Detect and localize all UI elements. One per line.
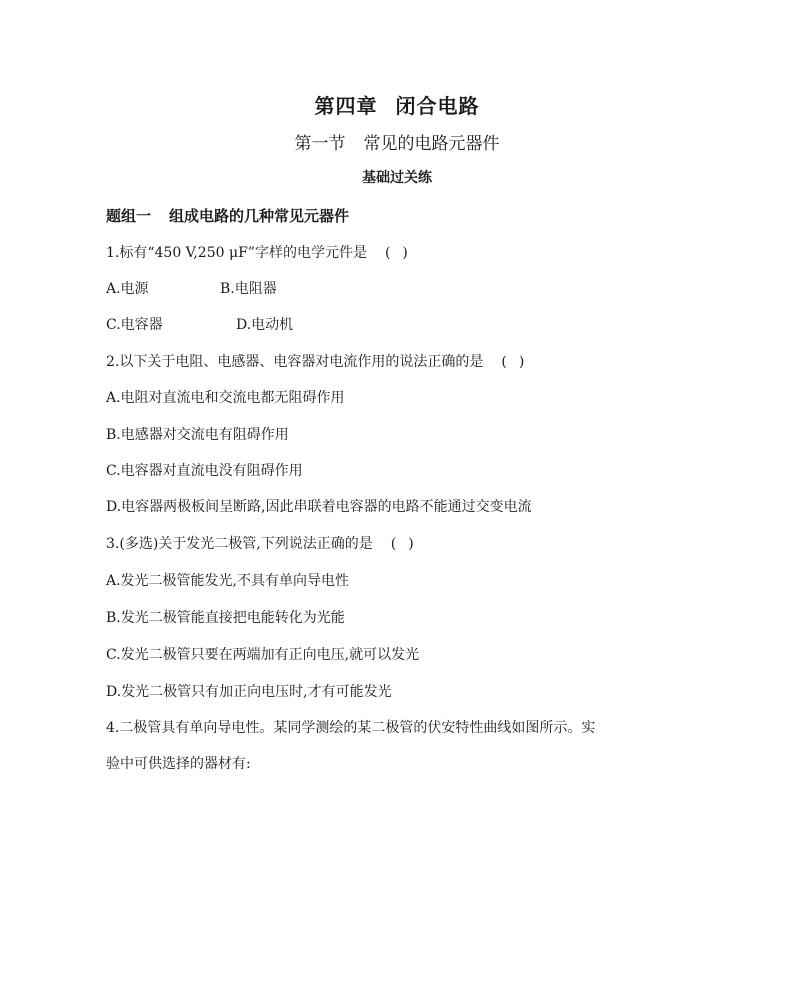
chapter-title bbox=[0, 90, 794, 119]
answer-parentheses: () bbox=[390, 536, 426, 552]
question-3-option-d: D.发光二极管只有加正向电压时,才有可能发光 bbox=[106, 684, 392, 700]
question-2-option-c: C.电容器对直流电没有阻碍作用 bbox=[106, 463, 303, 479]
question-2-option-a: A.电阻对直流电和交流电都无阻碍作用 bbox=[106, 390, 345, 406]
question-4-stem-line-1: 4.二极管具有单向导电性。某同学测绘的某二极管的伏安特性曲线如图所示。实 bbox=[106, 720, 596, 736]
section-number: 第一节 bbox=[294, 134, 346, 154]
question-3-option-c: C.发光二极管只要在两端加有正向电压,就可以发光 bbox=[106, 647, 420, 663]
answer-parentheses: () bbox=[501, 354, 537, 370]
question-3-option-b: B.发光二极管能直接把电能转化为光能 bbox=[106, 610, 345, 626]
question-1-stem: 1.标有“450 V,250 μF”字样的电学元件是 () bbox=[106, 245, 420, 261]
question-1-options-row-2 bbox=[106, 314, 406, 334]
question-3-option-a: A.发光二极管能发光,不具有单向导电性 bbox=[106, 573, 350, 589]
exercise-subtitle: 基础过关练 bbox=[362, 170, 432, 186]
option-c: C.电容器 bbox=[106, 317, 163, 333]
chapter-name: 闭合电路 bbox=[395, 94, 480, 118]
chapter-number: 第四章 bbox=[314, 94, 378, 118]
question-group-heading bbox=[106, 205, 349, 226]
question-2-stem: 2.以下关于电阻、电感器、电容器对电流作用的说法正确的是 () bbox=[106, 354, 537, 370]
option-d: D.电动机 bbox=[236, 317, 294, 333]
section-name: 常见的电路元器件 bbox=[363, 134, 500, 154]
option-a: A.电源 bbox=[106, 281, 149, 297]
question-4-stem-line-2: 验中可供选择的器材有: bbox=[106, 756, 251, 772]
question-2-option-b: B.电感器对交流电有阻碍作用 bbox=[106, 427, 289, 443]
option-b: B.电阻器 bbox=[220, 281, 277, 297]
group-label: 题组一 bbox=[106, 207, 152, 225]
question-3-stem: 3.(多选)关于发光二极管,下列说法正确的是 () bbox=[106, 536, 426, 552]
question-2-option-d: D.电容器两极板间呈断路,因此串联着电容器的电路不能通过交变电流 bbox=[106, 499, 532, 515]
answer-parentheses: () bbox=[384, 245, 420, 261]
section-title bbox=[0, 129, 794, 154]
group-name: 组成电路的几种常见元器件 bbox=[169, 207, 350, 225]
question-1-options-row-1 bbox=[106, 278, 406, 298]
